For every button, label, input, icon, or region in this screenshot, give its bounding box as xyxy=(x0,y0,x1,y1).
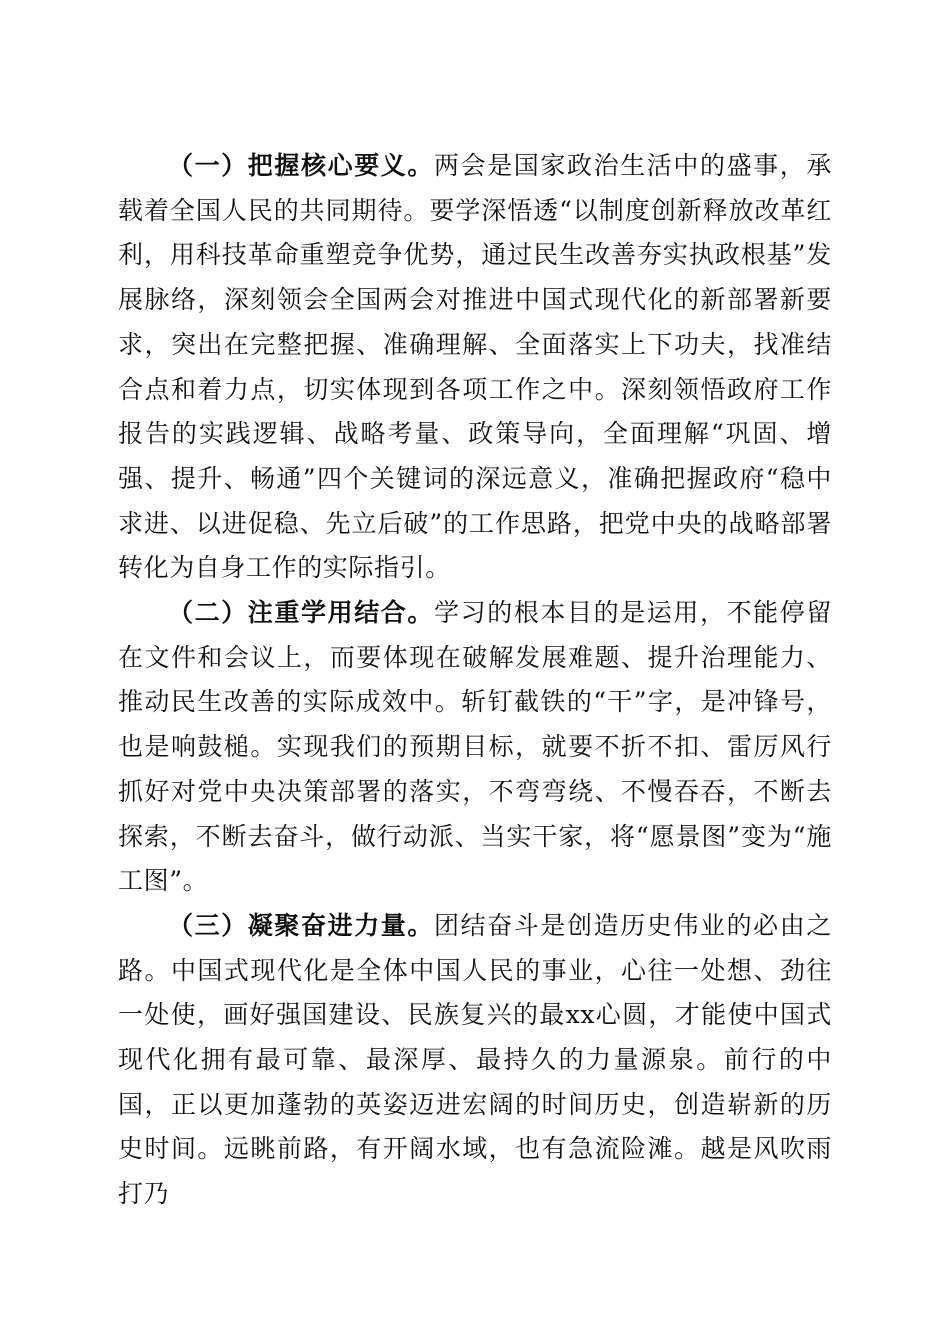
paragraph-2-body: 学习的根本目的是运用，不能停留在文件和会议上，而要体现在破解发展难题、提升治理能力、推动民生改善的实际成效中。斩钉截铁的“干”字，是冲锋号，也是响鼓槌。实现我们的预期目标，就要不折不扣、雷厉风行抓好对党中央决策部署的落实，不弯弯绕、不慢吞吞，不断去探索，不断去奋斗，做行动派、当实干家，将“愿景图”变为“施工图”。 xyxy=(118,598,832,896)
paragraph-3-body: 团结奋斗是创造历史伟业的必由之路。中国式现代化是全体中国人民的事业，心往一处想、劲往一处使，画好强国建设、民族复兴的最xx心圆，才能使中国式现代化拥有最可靠、最深厚、最持久的力量源泉。前行的中国，正以更加蓬勃的英姿迈进宏阔的时间历史，创造崭新的历史时间。远眺前路，有开阔水域，也有急流险滩。越是风吹雨打乃 xyxy=(118,910,832,1209)
paragraph-3-heading: （三）凝聚奋进力量。 xyxy=(168,910,434,940)
paragraph-2-heading: （二）注重学用结合。 xyxy=(168,598,434,628)
paragraph-1-body: 两会是国家政治生活中的盛事，承载着全国人民的共同期待。要学深悟透“以制度创新释放改革红利，用科技革命重塑竞争优势，通过民生改善夯实执政根基”发展脉络，深刻领会全国两会对推进中国式现代化的新部署新要求，突出在完整把握、准确理解、全面落实上下功夫，找准结合点和着力点，切实体现到各项工作之中。深刻领悟政府工作报告的实践逻辑、战略考量、政策导向，全面理解“巩固、增强、提升、畅通”四个关键词的深远意义，准确把握政府“稳中求进、以进促稳、先立后破”的工作思路，把党中央的战略部署转化为自身工作的实际指引。 xyxy=(118,151,832,583)
paragraph-1-heading: （一）把握核心要义。 xyxy=(168,151,434,180)
paragraph-1 xyxy=(118,144,832,591)
paragraph-3 xyxy=(118,904,832,1217)
document-body xyxy=(118,144,832,1217)
paragraph-2 xyxy=(118,591,832,904)
